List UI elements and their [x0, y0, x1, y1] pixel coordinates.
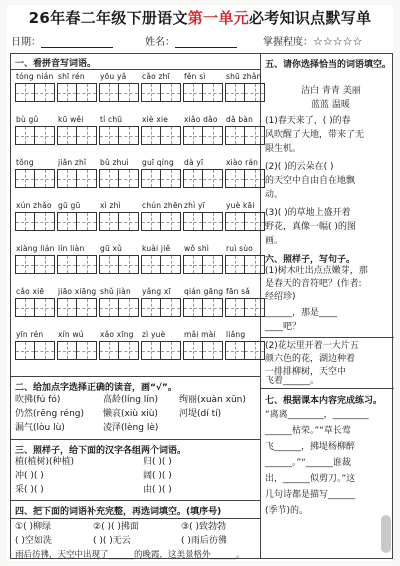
- pinyin-label: yuè kāi: [226, 201, 255, 210]
- writing-cell[interactable]: [184, 84, 203, 101]
- writing-cell[interactable]: [161, 299, 180, 316]
- pinyin-label: zì yuè: [142, 330, 166, 339]
- pinyin-label: xiàng lián: [16, 244, 55, 253]
- writing-cell[interactable]: [226, 299, 245, 316]
- writing-cell[interactable]: [58, 213, 77, 230]
- divider: [11, 439, 260, 440]
- star-rating[interactable]: ☆☆☆☆☆: [313, 35, 363, 48]
- writing-cell[interactable]: [161, 342, 180, 359]
- section-4-heading: 四、把下面的词语补充完整，再选词填空。(填序号): [15, 507, 222, 517]
- section-6-heading: 六、照样子，写句子。: [265, 255, 356, 265]
- question-line: 是春天的音符吧？(作者:: [265, 279, 362, 289]
- pinyin-label: xiào rán: [226, 158, 259, 167]
- writing-cell[interactable]: [35, 213, 54, 230]
- writing-cell[interactable]: [142, 342, 161, 359]
- writing-cell[interactable]: [100, 127, 119, 144]
- word-group-item[interactable]: 采( )( ): [15, 485, 44, 495]
- writing-box[interactable]: [141, 298, 181, 317]
- pinyin-label: bù gǔ: [16, 115, 39, 124]
- pinyin-label: tóng nián: [16, 72, 54, 81]
- writing-cell[interactable]: [100, 170, 119, 187]
- pinyin-label: shī rén: [58, 72, 85, 81]
- writing-box[interactable]: [141, 83, 181, 102]
- question-line[interactable]: (1)春天来了，( )的春: [265, 116, 351, 126]
- word-group-item[interactable]: 植(植树)(种植): [15, 457, 75, 467]
- question-line: 动。: [265, 190, 284, 200]
- writing-cell[interactable]: [77, 127, 96, 144]
- pinyin-label: xì zhì: [100, 201, 121, 210]
- writing-box[interactable]: [183, 212, 223, 231]
- writing-cell[interactable]: [35, 342, 54, 359]
- writing-box[interactable]: [99, 298, 139, 317]
- pinyin-label: kuài jiě: [142, 244, 171, 253]
- writing-cell[interactable]: [184, 213, 203, 230]
- writing-cell[interactable]: [77, 299, 96, 316]
- writing-cell[interactable]: [119, 127, 138, 144]
- writing-cell[interactable]: [245, 84, 264, 101]
- writing-box[interactable]: [183, 255, 223, 274]
- pinyin-label: xǎo xīng: [100, 330, 134, 339]
- writing-box[interactable]: [15, 255, 55, 274]
- name-field[interactable]: [175, 37, 237, 48]
- writing-box[interactable]: [183, 83, 223, 102]
- fill-word-item[interactable]: ①( )柳绿: [15, 522, 51, 532]
- pronunciation-item[interactable]: 绚丽(xuàn xūn): [179, 395, 246, 405]
- word-bank: 洁白 青青 美丽: [301, 86, 361, 96]
- writing-cell[interactable]: [184, 127, 203, 144]
- word-bank: 蓝蓝 温暖: [311, 100, 350, 110]
- writing-cell[interactable]: [245, 170, 264, 187]
- writing-box[interactable]: [183, 169, 223, 188]
- writing-cell[interactable]: [142, 213, 161, 230]
- writing-cell[interactable]: [119, 256, 138, 273]
- pinyin-label: lín liàn: [58, 244, 85, 253]
- writing-box[interactable]: [57, 126, 97, 145]
- pronunciation-item[interactable]: 懒哀(xiù xiù): [103, 409, 158, 419]
- writing-box[interactable]: [15, 126, 55, 145]
- word-group-item[interactable]: 由( )( ): [143, 485, 172, 495]
- writing-cell[interactable]: [58, 170, 77, 187]
- pinyin-label: tí chū: [100, 115, 123, 124]
- writing-cell[interactable]: [58, 299, 77, 316]
- divider: [11, 69, 260, 70]
- pinyin-label: xiè xie: [142, 115, 169, 124]
- writing-cell[interactable]: [226, 84, 245, 101]
- fill-sentence[interactable]: 雨后彷彿，天空中出现了______的晚霞，这美景格外______。: [15, 550, 245, 560]
- writing-cell[interactable]: [35, 84, 54, 101]
- section-7-heading: 七、根据课本内容完成练习。: [265, 396, 383, 406]
- writing-box[interactable]: [99, 169, 139, 188]
- pinyin-label: fěn sì: [184, 72, 206, 81]
- writing-box[interactable]: [57, 169, 97, 188]
- writing-cell[interactable]: [184, 256, 203, 273]
- writing-cell[interactable]: [184, 342, 203, 359]
- writing-cell[interactable]: [119, 170, 138, 187]
- writing-cell[interactable]: [203, 256, 222, 273]
- writing-cell[interactable]: [35, 299, 54, 316]
- writing-box[interactable]: [225, 83, 265, 102]
- word-group-item[interactable]: 冲( )( ): [15, 471, 44, 481]
- writing-cell[interactable]: [77, 256, 96, 273]
- writing-cell[interactable]: [100, 299, 119, 316]
- writing-box[interactable]: [57, 83, 97, 102]
- writing-cell[interactable]: [184, 299, 203, 316]
- writing-cell[interactable]: [245, 342, 264, 359]
- writing-box[interactable]: [15, 298, 55, 317]
- writing-box[interactable]: [141, 169, 181, 188]
- pronunciation-item[interactable]: 凌泽(lèng lè): [103, 423, 159, 433]
- pinyin-label: gū gū: [58, 201, 81, 210]
- date-label: 日期：: [11, 37, 41, 48]
- writing-box[interactable]: [15, 212, 55, 231]
- writing-cell[interactable]: [77, 213, 96, 230]
- poem-line[interactable]: ______枯荣。”“草长莺: [265, 426, 351, 436]
- section-3-heading: 三、照样子，给下面的汉字各组两个词语。: [15, 446, 187, 456]
- divider: [11, 518, 260, 519]
- writing-cell[interactable]: [119, 342, 138, 359]
- pronunciation-item[interactable]: 高龄(líng lín): [103, 395, 159, 405]
- fill-word-item[interactable]: ③( )致勃勃: [181, 522, 226, 532]
- writing-cell[interactable]: [203, 84, 222, 101]
- pinyin-label: chún zhēn: [142, 201, 183, 210]
- pinyin-label: cǎo xiē: [16, 287, 45, 296]
- writing-cell[interactable]: [16, 127, 35, 144]
- writing-cell[interactable]: [203, 299, 222, 316]
- writing-box[interactable]: [141, 126, 181, 145]
- date-field[interactable]: [41, 37, 113, 48]
- writing-cell[interactable]: [161, 170, 180, 187]
- student-info: [7, 33, 393, 49]
- writing-cell[interactable]: [35, 256, 54, 273]
- writing-box[interactable]: [15, 169, 55, 188]
- content-frame: [10, 53, 393, 559]
- pinyin-label: yīn rén: [16, 330, 44, 339]
- poem-line[interactable]: 飞______，拂堤杨柳醉: [265, 442, 356, 452]
- writing-cell[interactable]: [100, 342, 119, 359]
- fill-word-item[interactable]: ( )( )无云: [93, 536, 131, 546]
- writing-cell[interactable]: [161, 213, 180, 230]
- writing-cell[interactable]: [35, 170, 54, 187]
- pinyin-label: liǎng: [226, 330, 246, 339]
- pinyin-label: gū xǔ: [100, 244, 123, 253]
- writing-cell[interactable]: [58, 84, 77, 101]
- writing-box[interactable]: [141, 255, 181, 274]
- writing-cell[interactable]: [77, 342, 96, 359]
- answer-line[interactable]: ____吧？: [265, 322, 302, 332]
- writing-cell[interactable]: [77, 84, 96, 101]
- word-group-item[interactable]: 归( )( ): [143, 457, 172, 467]
- writing-box[interactable]: [141, 341, 181, 360]
- question-line: 一排排柳树，天空中: [265, 367, 347, 377]
- writing-cell[interactable]: [161, 256, 180, 273]
- pinyin-label: dà yī: [184, 158, 204, 167]
- writing-cell[interactable]: [16, 342, 35, 359]
- pinyin-label: ruì sùo: [226, 244, 253, 253]
- pinyin-label: bǔ zhuì: [100, 158, 129, 167]
- writing-cell[interactable]: [245, 127, 264, 144]
- writing-box[interactable]: [141, 212, 181, 231]
- section-5-heading: 五、请你选择恰当的词语填空。: [265, 60, 392, 70]
- writing-box[interactable]: [15, 341, 55, 360]
- writing-cell[interactable]: [100, 256, 119, 273]
- writing-cell[interactable]: [142, 84, 161, 101]
- writing-cell[interactable]: [100, 213, 119, 230]
- writing-cell[interactable]: [16, 299, 35, 316]
- pinyin-label: mǎi mài: [184, 330, 216, 339]
- writing-box[interactable]: [183, 298, 223, 317]
- fill-word-item[interactable]: ②( )( )拂面: [93, 522, 139, 532]
- pinyin-label: shū zhǎn: [226, 72, 262, 81]
- writing-box[interactable]: [225, 169, 265, 188]
- writing-box[interactable]: [183, 341, 223, 360]
- writing-cell[interactable]: [58, 256, 77, 273]
- worksheet: [7, 5, 393, 561]
- writing-cell[interactable]: [16, 256, 35, 273]
- pinyin-label: jiāo xiāng: [58, 287, 97, 296]
- section-1-heading: 一、看拼音写词语。: [15, 59, 97, 69]
- poem-line[interactable]: 出，______似剪刀。”这: [265, 474, 356, 484]
- name-label: 姓名：: [145, 37, 175, 48]
- divider: [261, 388, 394, 389]
- question-line[interactable]: (2)( )的云朵在( ): [265, 162, 334, 172]
- page-title: 26年春二年级下册语文第一单元必考知识点默写单: [28, 9, 372, 27]
- writing-cell[interactable]: [161, 84, 180, 101]
- pinyin-label: xiǎo dǎo: [184, 115, 218, 124]
- poem-line[interactable]: “离离________，________: [265, 410, 369, 420]
- writing-cell[interactable]: [226, 342, 245, 359]
- divider: [261, 337, 394, 338]
- writing-cell[interactable]: [142, 299, 161, 316]
- question-line: 野花，真像一幅( )的图: [265, 222, 356, 232]
- answer-line[interactable]: 飞着______。: [265, 376, 320, 386]
- writing-box[interactable]: [99, 341, 139, 360]
- writing-box[interactable]: [225, 298, 265, 317]
- writing-box[interactable]: [99, 83, 139, 102]
- writing-cell[interactable]: [77, 170, 96, 187]
- writing-box[interactable]: [15, 83, 55, 102]
- poem-line[interactable]: (季节)的。: [265, 506, 309, 516]
- writing-box[interactable]: [99, 255, 139, 274]
- writing-box[interactable]: [57, 341, 97, 360]
- pronunciation-item[interactable]: 河堤(dí tí): [179, 409, 222, 419]
- writing-cell[interactable]: [161, 127, 180, 144]
- writing-cell[interactable]: [16, 84, 35, 101]
- writing-box[interactable]: [183, 126, 223, 145]
- writing-cell[interactable]: [203, 213, 222, 230]
- writing-box[interactable]: [225, 126, 265, 145]
- pinyin-label: xín wú: [58, 330, 84, 339]
- pinyin-label: dǎ bàn: [226, 115, 254, 124]
- writing-cell[interactable]: [58, 127, 77, 144]
- fill-word-item[interactable]: ( )空如洗: [15, 536, 52, 546]
- pinyin-label: guī qíng: [142, 158, 174, 167]
- pinyin-label: zhì yī: [184, 201, 205, 210]
- writing-box[interactable]: [225, 255, 265, 274]
- writing-cell[interactable]: [203, 342, 222, 359]
- writing-cell[interactable]: [226, 127, 245, 144]
- writing-cell[interactable]: [142, 256, 161, 273]
- writing-cell[interactable]: [100, 84, 119, 101]
- writing-box[interactable]: [99, 126, 139, 145]
- writing-cell[interactable]: [142, 127, 161, 144]
- poem-line[interactable]: ______。”“______谁裁: [265, 458, 351, 468]
- writing-cell[interactable]: [119, 84, 138, 101]
- writing-box[interactable]: [99, 212, 139, 231]
- section-2-heading: 二、给加点字选择正确的读音，画“√”。: [15, 383, 177, 393]
- pinyin-label: xún zhǎo: [16, 201, 52, 210]
- fill-word-item[interactable]: ( )雨后彷彿: [181, 536, 227, 546]
- question-line: 画。: [265, 236, 284, 246]
- writing-cell[interactable]: [245, 213, 264, 230]
- pronunciation-item[interactable]: 漏气(lòu lù): [15, 423, 65, 433]
- writing-cell[interactable]: [245, 299, 264, 316]
- writing-box[interactable]: [225, 341, 265, 360]
- writing-cell[interactable]: [119, 299, 138, 316]
- pinyin-label: kū wěi: [58, 115, 84, 124]
- writing-cell[interactable]: [35, 127, 54, 144]
- poem-line[interactable]: 几句诗都是描写______: [265, 490, 356, 500]
- writing-box[interactable]: [57, 255, 97, 274]
- writing-box[interactable]: [57, 212, 97, 231]
- scrollbar[interactable]: [381, 515, 391, 553]
- pinyin-label: yǎng xī: [142, 287, 171, 296]
- writing-cell[interactable]: [16, 170, 35, 187]
- writing-cell[interactable]: [226, 213, 245, 230]
- pinyin-label: shǔ jiàn: [100, 287, 131, 296]
- question-line: 经绍珍): [265, 292, 296, 302]
- writing-cell[interactable]: [184, 170, 203, 187]
- writing-box[interactable]: [225, 212, 265, 231]
- writing-box[interactable]: [57, 298, 97, 317]
- question-line: (1)树木吐出点点嫩芽，那: [265, 266, 368, 276]
- writing-cell[interactable]: [203, 127, 222, 144]
- writing-cell[interactable]: [16, 213, 35, 230]
- pinyin-label: cǎo zhī: [142, 72, 170, 81]
- question-line[interactable]: (3)( )的草地上盛开着: [265, 208, 351, 218]
- pinyin-label: yōu yǎ: [100, 72, 127, 81]
- writing-cell[interactable]: [226, 170, 245, 187]
- writing-cell[interactable]: [58, 342, 77, 359]
- title-highlight: 第一单元: [187, 9, 249, 27]
- writing-cell[interactable]: [119, 213, 138, 230]
- writing-cell[interactable]: [203, 170, 222, 187]
- divider: [11, 500, 260, 501]
- question-line: 风吹醒了大地，带来了无: [265, 130, 365, 140]
- pinyin-label: qián gāng: [184, 287, 224, 296]
- question-line: 颜六色的花，湖边种着: [265, 354, 356, 364]
- word-group-item[interactable]: 阔( )( ): [143, 471, 172, 481]
- pinyin-label: fān sǎ: [226, 287, 251, 296]
- writing-cell[interactable]: [142, 170, 161, 187]
- answer-line[interactable]: ______，那是____: [265, 308, 338, 318]
- pinyin-label: tǒng: [16, 158, 34, 167]
- question-line: (2)花坛里开着一大片五: [265, 341, 359, 351]
- pinyin-label: wǒ shì: [184, 244, 210, 253]
- pronunciation-item[interactable]: 吹拂(fú fó): [15, 395, 61, 405]
- pinyin-label: jiǎn zhǐ: [58, 158, 87, 167]
- question-line: 的天空中自由自在地飘: [265, 176, 356, 186]
- mastery-label: 掌握程度：: [263, 37, 313, 48]
- pronunciation-item[interactable]: 仍然(rēng réng): [15, 409, 84, 419]
- writing-cell[interactable]: [226, 256, 245, 273]
- divider: [11, 376, 260, 377]
- question-line: 限生机。: [265, 144, 302, 154]
- writing-cell[interactable]: [245, 256, 264, 273]
